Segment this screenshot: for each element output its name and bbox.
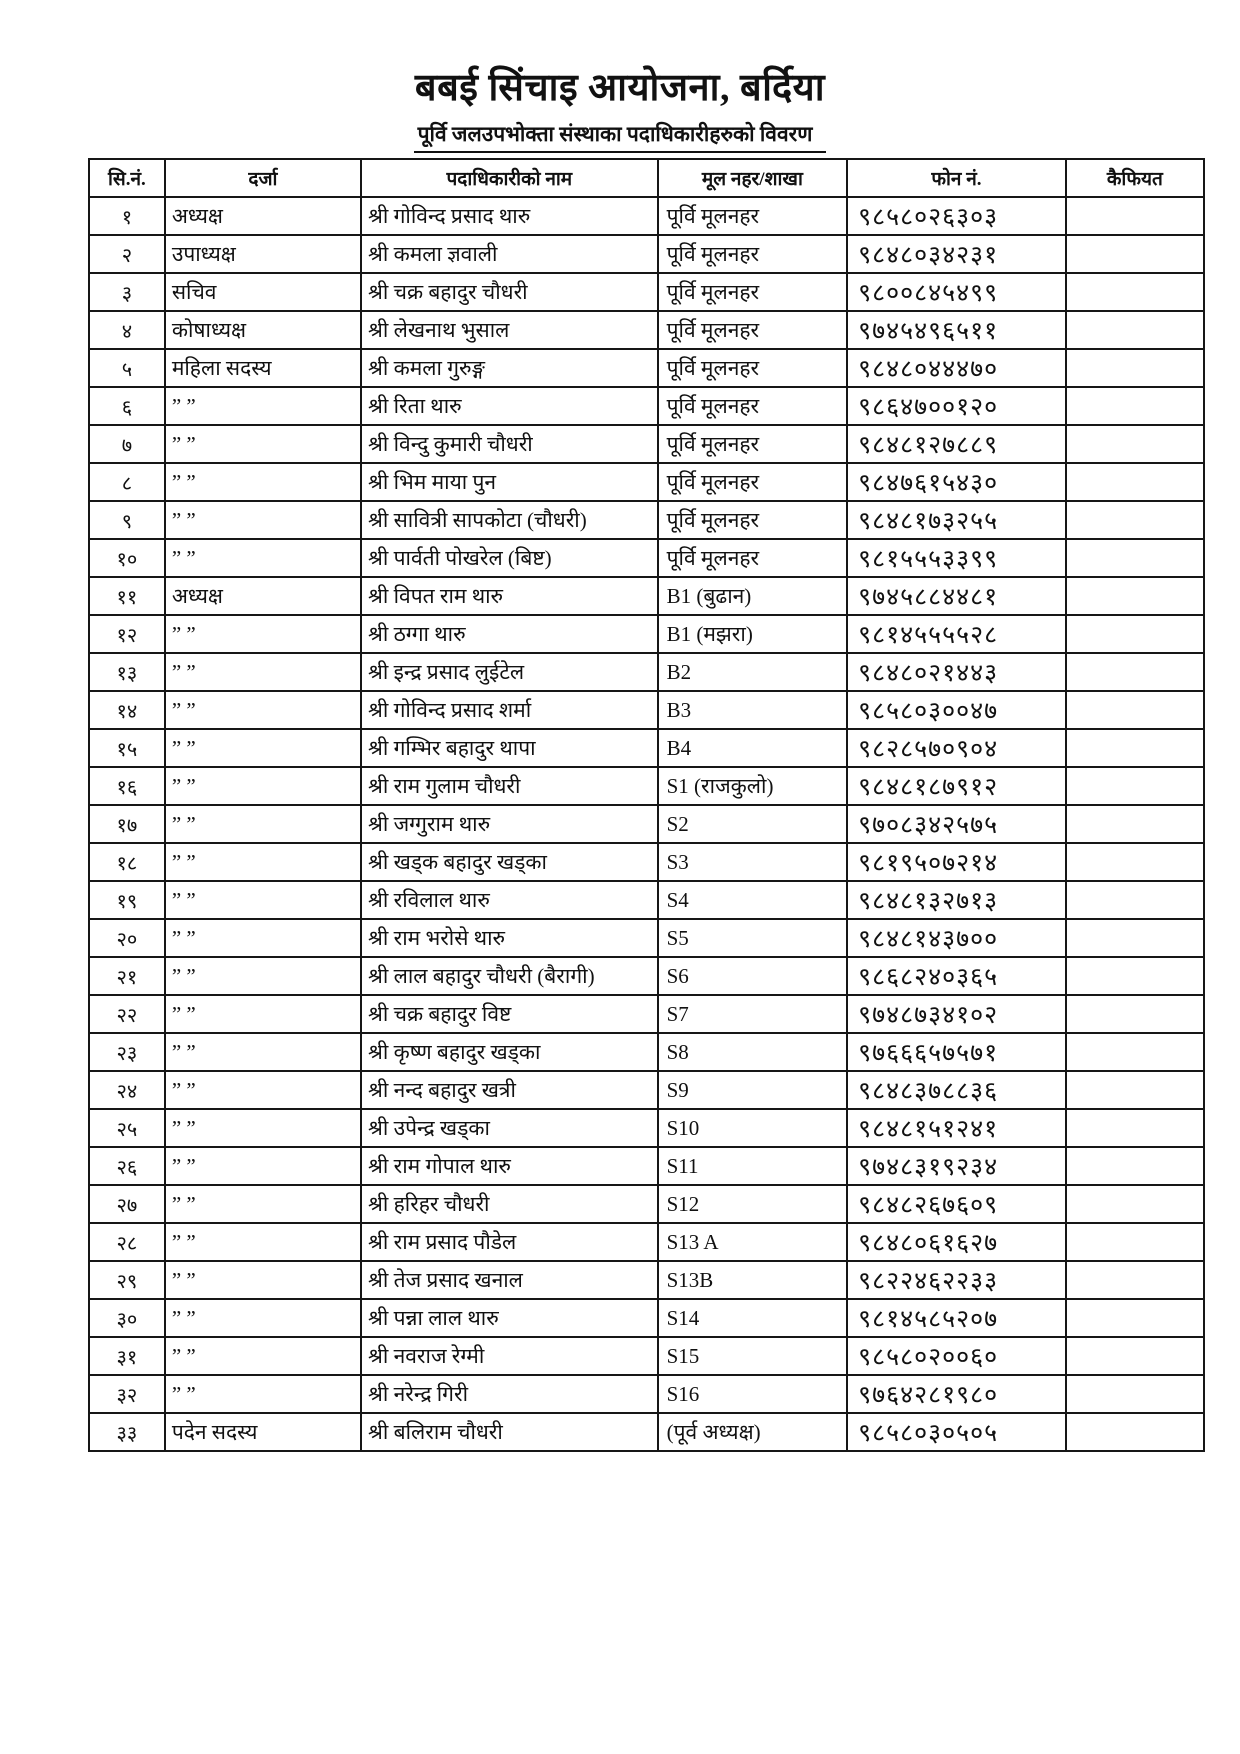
phone-number-cell: ९८४८१७३२५५ — [847, 501, 1066, 539]
official-name-cell: श्री कमला गुरुङ्ग — [361, 349, 658, 387]
official-name-cell: श्री नन्द बहादुर खत्री — [361, 1071, 658, 1109]
serial-number-cell: २ — [89, 235, 165, 273]
canal-branch-cell: पूर्वि मूलनहर — [658, 387, 848, 425]
rank-cell: ” ” — [165, 615, 361, 653]
rank-cell: ” ” — [165, 957, 361, 995]
table-body — [89, 197, 1204, 1451]
phone-number-cell: ९७४८३१९२३४ — [847, 1147, 1066, 1185]
canal-branch-cell: S13 A — [658, 1223, 848, 1261]
canal-branch-cell: S16 — [658, 1375, 848, 1413]
remark-cell — [1066, 501, 1204, 539]
column-header-phone-number: फोन नं. — [847, 159, 1066, 197]
remark-cell — [1066, 1071, 1204, 1109]
table-row — [89, 539, 1204, 577]
canal-branch-cell: B1 (मझरा) — [658, 615, 848, 653]
rank-cell: ” ” — [165, 387, 361, 425]
phone-number-cell: ९८४८२६७६०९ — [847, 1185, 1066, 1223]
rank-cell: कोषाध्यक्ष — [165, 311, 361, 349]
canal-branch-cell: S13B — [658, 1261, 848, 1299]
phone-number-cell: ९८२८५७०९०४ — [847, 729, 1066, 767]
table-row — [89, 995, 1204, 1033]
rank-cell: ” ” — [165, 1071, 361, 1109]
official-name-cell: श्री जग्गुराम थारु — [361, 805, 658, 843]
rank-cell: महिला सदस्य — [165, 349, 361, 387]
canal-branch-cell: पूर्वि मूलनहर — [658, 539, 848, 577]
remark-cell — [1066, 995, 1204, 1033]
table-row — [89, 1147, 1204, 1185]
rank-cell: ” ” — [165, 843, 361, 881]
official-name-cell: श्री ठग्गा थारु — [361, 615, 658, 653]
canal-branch-cell: S15 — [658, 1337, 848, 1375]
phone-number-cell: ९७६४२८१९८० — [847, 1375, 1066, 1413]
column-header-official-name: पदाधिकारीको नाम — [361, 159, 658, 197]
canal-branch-cell: S3 — [658, 843, 848, 881]
canal-branch-cell: B3 — [658, 691, 848, 729]
table-row — [89, 1337, 1204, 1375]
remark-cell — [1066, 425, 1204, 463]
serial-number-cell: १५ — [89, 729, 165, 767]
official-name-cell: श्री कमला ज्ञवाली — [361, 235, 658, 273]
table-row — [89, 615, 1204, 653]
remark-cell — [1066, 1109, 1204, 1147]
canal-branch-cell: B1 (बुढान) — [658, 577, 848, 615]
remark-cell — [1066, 349, 1204, 387]
canal-branch-cell: पूर्वि मूलनहर — [658, 235, 848, 273]
remark-cell — [1066, 957, 1204, 995]
rank-cell: ” ” — [165, 805, 361, 843]
serial-number-cell: २६ — [89, 1147, 165, 1185]
rank-cell: ” ” — [165, 1185, 361, 1223]
table-row — [89, 387, 1204, 425]
phone-number-cell: ९८४८१३२७१३ — [847, 881, 1066, 919]
remark-cell — [1066, 1185, 1204, 1223]
remark-cell — [1066, 463, 1204, 501]
canal-branch-cell: पूर्वि मूलनहर — [658, 501, 848, 539]
phone-number-cell: ९८५८०२६३०३ — [847, 197, 1066, 235]
rank-cell: उपाध्यक्ष — [165, 235, 361, 273]
official-name-cell: श्री विपत राम थारु — [361, 577, 658, 615]
serial-number-cell: १८ — [89, 843, 165, 881]
table-row — [89, 1071, 1204, 1109]
table-row — [89, 1375, 1204, 1413]
serial-number-cell: १० — [89, 539, 165, 577]
table-row — [89, 767, 1204, 805]
phone-number-cell: ९८१९५०७२१४ — [847, 843, 1066, 881]
rank-cell: ” ” — [165, 463, 361, 501]
phone-number-cell: ९८२२४६२२३३ — [847, 1261, 1066, 1299]
phone-number-cell: ९८४८१८७९१२ — [847, 767, 1066, 805]
rank-cell: ” ” — [165, 653, 361, 691]
serial-number-cell: ३३ — [89, 1413, 165, 1451]
phone-number-cell: ९८१४५५५५२८ — [847, 615, 1066, 653]
official-name-cell: श्री विन्दु कुमारी चौधरी — [361, 425, 658, 463]
canal-branch-cell: S14 — [658, 1299, 848, 1337]
remark-cell — [1066, 691, 1204, 729]
serial-number-cell: २० — [89, 919, 165, 957]
canal-branch-cell: पूर्वि मूलनहर — [658, 425, 848, 463]
serial-number-cell: १४ — [89, 691, 165, 729]
canal-branch-cell: S11 — [658, 1147, 848, 1185]
official-name-cell: श्री राम गोपाल थारु — [361, 1147, 658, 1185]
canal-branch-cell: पूर्वि मूलनहर — [658, 311, 848, 349]
canal-branch-cell: S6 — [658, 957, 848, 995]
official-name-cell: श्री उपेन्द्र खड्का — [361, 1109, 658, 1147]
table-row — [89, 805, 1204, 843]
canal-branch-cell: S1 (राजकुलो) — [658, 767, 848, 805]
rank-cell: ” ” — [165, 1261, 361, 1299]
rank-cell: ” ” — [165, 1109, 361, 1147]
phone-number-cell: ९८५८०३००४७ — [847, 691, 1066, 729]
serial-number-cell: २८ — [89, 1223, 165, 1261]
rank-cell: सचिव — [165, 273, 361, 311]
serial-number-cell: १६ — [89, 767, 165, 805]
column-header-rank: दर्जा — [165, 159, 361, 197]
official-name-cell: श्री नरेन्द्र गिरी — [361, 1375, 658, 1413]
serial-number-cell: २५ — [89, 1109, 165, 1147]
table-row — [89, 957, 1204, 995]
table-row — [89, 1261, 1204, 1299]
officials-table — [88, 158, 1205, 1452]
table-row — [89, 235, 1204, 273]
canal-branch-cell: B4 — [658, 729, 848, 767]
canal-branch-cell: S12 — [658, 1185, 848, 1223]
canal-branch-cell: S7 — [658, 995, 848, 1033]
canal-branch-cell: S9 — [658, 1071, 848, 1109]
remark-cell — [1066, 1299, 1204, 1337]
remark-cell — [1066, 235, 1204, 273]
remark-cell — [1066, 919, 1204, 957]
serial-number-cell: ३१ — [89, 1337, 165, 1375]
rank-cell: ” ” — [165, 1223, 361, 1261]
table-row — [89, 653, 1204, 691]
canal-branch-cell: (पूर्व अध्यक्ष) — [658, 1413, 848, 1451]
official-name-cell: श्री हरिहर चौधरी — [361, 1185, 658, 1223]
canal-branch-cell: पूर्वि मूलनहर — [658, 349, 848, 387]
phone-number-cell: ९८५८०२००६० — [847, 1337, 1066, 1375]
table-row — [89, 1413, 1204, 1451]
remark-cell — [1066, 311, 1204, 349]
official-name-cell: श्री नवराज रेग्मी — [361, 1337, 658, 1375]
serial-number-cell: ८ — [89, 463, 165, 501]
table-row — [89, 273, 1204, 311]
table-row — [89, 691, 1204, 729]
table-row — [89, 729, 1204, 767]
serial-number-cell: २१ — [89, 957, 165, 995]
remark-cell — [1066, 539, 1204, 577]
table-row — [89, 1033, 1204, 1071]
canal-branch-cell: S10 — [658, 1109, 848, 1147]
phone-number-cell: ९७६६६५७५७१ — [847, 1033, 1066, 1071]
remark-cell — [1066, 767, 1204, 805]
remark-cell — [1066, 1147, 1204, 1185]
canal-branch-cell: पूर्वि मूलनहर — [658, 273, 848, 311]
phone-number-cell: ९७४५४९६५११ — [847, 311, 1066, 349]
rank-cell: ” ” — [165, 919, 361, 957]
serial-number-cell: ३२ — [89, 1375, 165, 1413]
serial-number-cell: १२ — [89, 615, 165, 653]
remark-cell — [1066, 615, 1204, 653]
serial-number-cell: १९ — [89, 881, 165, 919]
phone-number-cell: ९८४७६१५४३० — [847, 463, 1066, 501]
official-name-cell: श्री खड्क बहादुर खड्का — [361, 843, 658, 881]
phone-number-cell: ९८४८०२१४४३ — [847, 653, 1066, 691]
official-name-cell: श्री कृष्ण बहादुर खड्का — [361, 1033, 658, 1071]
official-name-cell: श्री रविलाल थारु — [361, 881, 658, 919]
rank-cell: अध्यक्ष — [165, 197, 361, 235]
official-name-cell: श्री चक्र बहादुर विष्ट — [361, 995, 658, 1033]
canal-branch-cell: B2 — [658, 653, 848, 691]
table-row — [89, 1299, 1204, 1337]
remark-cell — [1066, 273, 1204, 311]
table-row — [89, 919, 1204, 957]
remark-cell — [1066, 197, 1204, 235]
page-subtitle: पूर्वि जलउपभोक्ता संस्थाका पदाधिकारीहरुको विवरण — [414, 120, 827, 153]
table-row — [89, 881, 1204, 919]
subtitle-wrap — [0, 120, 1240, 153]
phone-number-cell: ९८४८०६१६२७ — [847, 1223, 1066, 1261]
table-row — [89, 197, 1204, 235]
remark-cell — [1066, 729, 1204, 767]
phone-number-cell: ९७४५८८४४८१ — [847, 577, 1066, 615]
official-name-cell: श्री पार्वती पोखरेल (बिष्ट) — [361, 539, 658, 577]
table-row — [89, 349, 1204, 387]
official-name-cell: श्री सावित्री सापकोटा (चौधरी) — [361, 501, 658, 539]
remark-cell — [1066, 577, 1204, 615]
serial-number-cell: २४ — [89, 1071, 165, 1109]
remark-cell — [1066, 653, 1204, 691]
official-name-cell: श्री लाल बहादुर चौधरी (बैरागी) — [361, 957, 658, 995]
phone-number-cell: ९८४८१४३७०० — [847, 919, 1066, 957]
table-row — [89, 1185, 1204, 1223]
canal-branch-cell: S5 — [658, 919, 848, 957]
phone-number-cell: ९८००८४५४९९ — [847, 273, 1066, 311]
rank-cell: ” ” — [165, 729, 361, 767]
remark-cell — [1066, 1375, 1204, 1413]
canal-branch-cell: S2 — [658, 805, 848, 843]
phone-number-cell: ९८१५५५३३९९ — [847, 539, 1066, 577]
official-name-cell: श्री चक्र बहादुर चौधरी — [361, 273, 658, 311]
rank-cell: ” ” — [165, 501, 361, 539]
table-row — [89, 577, 1204, 615]
table-row — [89, 463, 1204, 501]
official-name-cell: श्री तेज प्रसाद खनाल — [361, 1261, 658, 1299]
remark-cell — [1066, 1261, 1204, 1299]
table-row — [89, 843, 1204, 881]
canal-branch-cell: S8 — [658, 1033, 848, 1071]
serial-number-cell: ३ — [89, 273, 165, 311]
phone-number-cell: ९८४८१२७८८९ — [847, 425, 1066, 463]
phone-number-cell: ९८४८३७८८३६ — [847, 1071, 1066, 1109]
rank-cell: ” ” — [165, 1337, 361, 1375]
rank-cell: ” ” — [165, 691, 361, 729]
rank-cell: ” ” — [165, 539, 361, 577]
column-header-serial-number: सि.नं. — [89, 159, 165, 197]
rank-cell: ” ” — [165, 1375, 361, 1413]
table-header-row — [89, 159, 1204, 197]
table-row — [89, 501, 1204, 539]
remark-cell — [1066, 1033, 1204, 1071]
official-name-cell: श्री रिता थारु — [361, 387, 658, 425]
remark-cell — [1066, 1223, 1204, 1261]
table-row — [89, 425, 1204, 463]
page-title: बबई सिंचाइ आयोजना, बर्दिया — [414, 67, 826, 109]
rank-cell: पदेन सदस्य — [165, 1413, 361, 1451]
phone-number-cell: ९७४८७३४१०२ — [847, 995, 1066, 1033]
serial-number-cell: २२ — [89, 995, 165, 1033]
serial-number-cell: ३० — [89, 1299, 165, 1337]
serial-number-cell: ११ — [89, 577, 165, 615]
remark-cell — [1066, 387, 1204, 425]
phone-number-cell: ९८६४७००१२० — [847, 387, 1066, 425]
official-name-cell: श्री भिम माया पुन — [361, 463, 658, 501]
serial-number-cell: ९ — [89, 501, 165, 539]
rank-cell: ” ” — [165, 1033, 361, 1071]
rank-cell: ” ” — [165, 881, 361, 919]
remark-cell — [1066, 1337, 1204, 1375]
table-row — [89, 1223, 1204, 1261]
rank-cell: ” ” — [165, 1147, 361, 1185]
remark-cell — [1066, 1413, 1204, 1451]
serial-number-cell: ५ — [89, 349, 165, 387]
phone-number-cell: ९८४८१५१२४१ — [847, 1109, 1066, 1147]
phone-number-cell: ९८१४५८५२०७ — [847, 1299, 1066, 1337]
official-name-cell: श्री बलिराम चौधरी — [361, 1413, 658, 1451]
serial-number-cell: १७ — [89, 805, 165, 843]
rank-cell: ” ” — [165, 1299, 361, 1337]
official-name-cell: श्री राम भरोसे थारु — [361, 919, 658, 957]
canal-branch-cell: पूर्वि मूलनहर — [658, 463, 848, 501]
canal-branch-cell: S4 — [658, 881, 848, 919]
column-header-remarks: कैफियत — [1066, 159, 1204, 197]
rank-cell: ” ” — [165, 767, 361, 805]
serial-number-cell: २७ — [89, 1185, 165, 1223]
rank-cell: ” ” — [165, 995, 361, 1033]
remark-cell — [1066, 843, 1204, 881]
serial-number-cell: ६ — [89, 387, 165, 425]
rank-cell: ” ” — [165, 425, 361, 463]
serial-number-cell: ४ — [89, 311, 165, 349]
serial-number-cell: २९ — [89, 1261, 165, 1299]
phone-number-cell: ९८४८०४४४७० — [847, 349, 1066, 387]
official-name-cell: श्री गम्भिर बहादुर थापा — [361, 729, 658, 767]
column-header-canal-branch: मूल नहर/शाखा — [658, 159, 848, 197]
table-row — [89, 311, 1204, 349]
rank-cell: अध्यक्ष — [165, 577, 361, 615]
canal-branch-cell: पूर्वि मूलनहर — [658, 197, 848, 235]
phone-number-cell: ९८५८०३०५०५ — [847, 1413, 1066, 1451]
official-name-cell: श्री राम गुलाम चौधरी — [361, 767, 658, 805]
serial-number-cell: ७ — [89, 425, 165, 463]
remark-cell — [1066, 805, 1204, 843]
table-row — [89, 1109, 1204, 1147]
remark-cell — [1066, 881, 1204, 919]
serial-number-cell: २३ — [89, 1033, 165, 1071]
official-name-cell: श्री इन्द्र प्रसाद लुईटेल — [361, 653, 658, 691]
phone-number-cell: ९७०८३४२५७५ — [847, 805, 1066, 843]
official-name-cell: श्री पन्ना लाल थारु — [361, 1299, 658, 1337]
phone-number-cell: ९८४८०३४२३१ — [847, 235, 1066, 273]
official-name-cell: श्री लेखनाथ भुसाल — [361, 311, 658, 349]
serial-number-cell: १ — [89, 197, 165, 235]
official-name-cell: श्री गोविन्द प्रसाद शर्मा — [361, 691, 658, 729]
serial-number-cell: १३ — [89, 653, 165, 691]
official-name-cell: श्री राम प्रसाद पौडेल — [361, 1223, 658, 1261]
official-name-cell: श्री गोविन्द प्रसाद थारु — [361, 197, 658, 235]
phone-number-cell: ९८६८२४०३६५ — [847, 957, 1066, 995]
